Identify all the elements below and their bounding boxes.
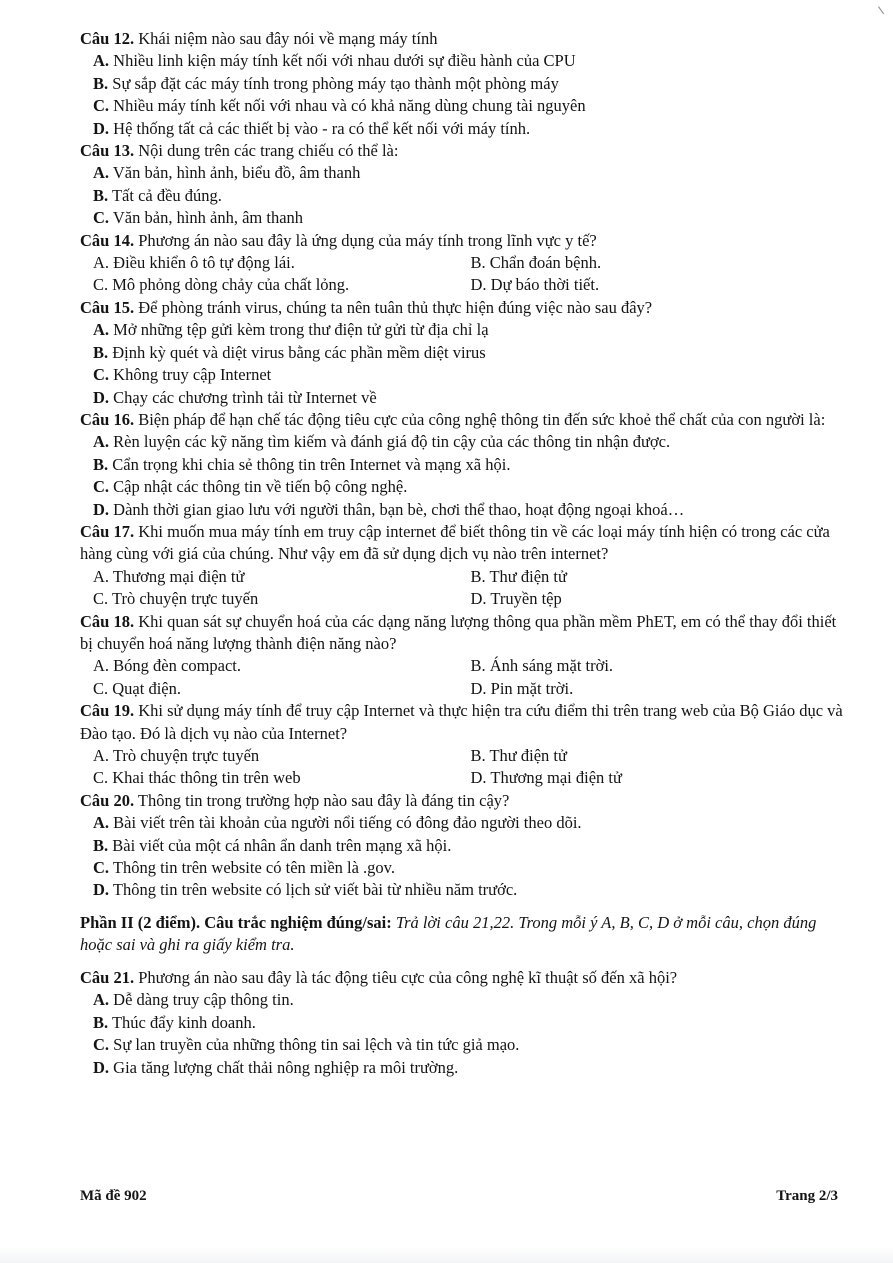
option-letter: D. — [470, 275, 487, 295]
option-text: Thương mại điện tử — [490, 768, 622, 788]
option-letter: B. — [470, 746, 486, 765]
question-number: Câu 21. — [80, 968, 135, 988]
answer-option — [471, 274, 851, 296]
option-text: Điều khiển ô tô tự động lái. — [113, 253, 295, 273]
option-row — [80, 566, 850, 588]
option-text: Dành thời gian giao lưu với người thân, bạn bè, chơi thể thao, hoạt động ngoại khoá… — [113, 499, 685, 519]
option-letter: A. — [93, 746, 110, 765]
answer-option — [93, 655, 471, 677]
question-block — [80, 790, 850, 902]
option-text: Quạt điện. — [112, 678, 181, 698]
answer-option — [80, 1034, 850, 1056]
question-number: Câu 13. — [80, 141, 135, 161]
option-text: Thông tin trên website có lịch sử viết bài từ nhiều năm trước. — [112, 880, 518, 900]
option-letter: D. — [93, 880, 110, 900]
answer-option — [80, 50, 850, 72]
option-text: Trò chuyện trực tuyến — [112, 746, 260, 765]
answer-option — [80, 118, 850, 140]
answer-option — [80, 835, 850, 857]
question-number: Câu 18. — [80, 611, 135, 631]
option-letter: C. — [93, 768, 109, 788]
option-text: Văn bản, hình ảnh, âm thanh — [112, 208, 304, 228]
part2-instructions: Trả lời câu 21,22. Trong mỗi ý A, B, C, D ở mỗi câu, chọn đúng hoặc sai và ghi ra giấy kiểm tra. — [80, 912, 817, 955]
answer-option — [471, 655, 851, 677]
question-number: Câu 14. — [80, 230, 135, 250]
part2-header — [80, 912, 850, 957]
option-letter: C. — [93, 96, 110, 116]
question-block — [80, 297, 850, 409]
option-text: Cẩn trọng khi chia sẻ thông tin trên Internet và mạng xã hội. — [112, 454, 511, 474]
option-letter: A. — [93, 51, 110, 71]
question-stem — [80, 28, 850, 50]
answer-option — [471, 566, 851, 588]
question-stem — [80, 967, 850, 989]
option-letter: C. — [93, 1035, 110, 1055]
option-letter: D. — [93, 499, 110, 519]
answer-option — [471, 745, 851, 767]
question-text: Biện pháp để hạn chế tác động tiêu cực của công nghệ thông tin đến sức khoẻ thể chất của con người là: — [138, 409, 826, 429]
answer-option — [471, 767, 851, 789]
answer-option — [93, 745, 471, 767]
option-row — [80, 588, 850, 610]
option-letter: A. — [93, 990, 110, 1010]
question-block — [80, 700, 850, 790]
option-letter: C. — [93, 678, 109, 698]
option-text: Chẩn đoán bệnh. — [489, 253, 602, 273]
answer-option — [80, 499, 850, 521]
question-stem — [80, 230, 850, 252]
option-letter: A. — [93, 163, 110, 183]
answer-option — [471, 678, 851, 700]
question-text: Khái niệm nào sau đây nói về mạng máy tính — [138, 29, 438, 48]
option-row — [80, 274, 850, 296]
option-letter: C. — [93, 365, 110, 385]
answer-option — [80, 476, 850, 498]
question-text: Khi quan sát sự chuyển hoá của các dạng năng lượng thông qua phần mềm PhET, em có thể thay đổi thiết bị chuyển hoá năng lượng thành điện năng nào? — [80, 611, 837, 653]
scan-edge-shade — [0, 1247, 893, 1263]
option-text: Trò chuyện trực tuyến — [111, 589, 259, 609]
option-letter: A. — [93, 656, 110, 676]
answer-option — [80, 989, 850, 1011]
answer-option — [80, 812, 850, 834]
option-text: Thúc đẩy kinh doanh. — [111, 1012, 256, 1032]
question-text: Phương án nào sau đây là ứng dụng của máy tính trong lĩnh vực y tế? — [138, 230, 597, 250]
option-text: Pin mặt trời. — [490, 678, 574, 698]
question-block — [80, 140, 850, 230]
question-stem — [80, 297, 850, 319]
answer-option — [80, 431, 850, 453]
option-row — [80, 745, 850, 767]
option-text: Gia tăng lượng chất thải nông nghiệp ra môi trường. — [113, 1057, 459, 1077]
question-block — [80, 28, 850, 140]
option-text: Thương mại điện tử — [112, 566, 245, 586]
option-letter: C. — [93, 858, 110, 878]
option-letter: B. — [93, 454, 109, 474]
option-text: Bóng đèn compact. — [113, 656, 242, 676]
answer-option — [80, 162, 850, 184]
option-text: Bài viết của một cá nhân ẩn danh trên mạng xã hội. — [112, 835, 452, 855]
answer-option — [80, 1057, 850, 1079]
option-letter: A. — [93, 813, 110, 833]
option-text: Văn bản, hình ảnh, biểu đồ, âm thanh — [112, 163, 361, 183]
question-stem — [80, 140, 850, 162]
question-number: Câu 17. — [80, 521, 135, 541]
option-text: Thư điện tử — [489, 566, 567, 586]
question-stem — [80, 409, 850, 431]
answer-option — [80, 73, 850, 95]
question-number: Câu 16. — [80, 409, 135, 429]
option-text: Truyền tệp — [490, 589, 562, 609]
question-21 — [80, 967, 850, 1079]
answer-option — [80, 857, 850, 879]
option-letter: B. — [470, 656, 486, 676]
option-text: Hệ thống tất cả các thiết bị vào - ra có thể kết nối với máy tính. — [113, 118, 531, 138]
question-number: Câu 20. — [80, 790, 135, 810]
option-text: Mở những tệp gửi kèm trong thư điện tử gửi từ địa chỉ lạ — [113, 320, 489, 340]
option-text: Không truy cập Internet — [113, 365, 272, 385]
question-block — [80, 611, 850, 701]
question-block — [80, 230, 850, 297]
answer-option — [80, 1012, 850, 1034]
option-text: Thư điện tử — [489, 746, 567, 765]
option-letter: B. — [470, 566, 486, 586]
option-letter: C. — [93, 208, 110, 228]
answer-option — [471, 588, 851, 610]
option-letter: D. — [93, 1057, 110, 1077]
option-letter: B. — [93, 835, 109, 855]
option-row — [80, 252, 850, 274]
option-text: Nhiều máy tính kết nối với nhau và có khả năng dùng chung tài nguyên — [113, 96, 586, 116]
option-text: Dự báo thời tiết. — [490, 275, 600, 295]
option-text: Cập nhật các thông tin về tiến bộ công nghệ. — [113, 477, 408, 497]
question-block — [80, 409, 850, 521]
question-text: Khi muốn mua máy tính em truy cập internet để biết thông tin về các loại máy tính hiện có trong các cửa hàng cùng với giá của chúng. Như vậy em đã sử dụng dịch vụ nào trên internet? — [80, 521, 830, 564]
exam-code: Mã đề 902 — [80, 1188, 147, 1204]
page-footer — [80, 1188, 838, 1205]
question-stem — [80, 790, 850, 812]
answer-option — [80, 95, 850, 117]
option-text: Tất cả đều đúng. — [111, 185, 222, 205]
answer-option — [93, 252, 471, 274]
option-letter: C. — [93, 275, 109, 295]
option-row — [80, 678, 850, 700]
question-number: Câu 15. — [80, 297, 135, 317]
option-text: Bài viết trên tài khoản của người nổi tiếng có đông đảo người theo dõi. — [113, 813, 582, 833]
question-number: Câu 19. — [80, 701, 135, 721]
question-block — [80, 521, 850, 611]
answer-option — [80, 387, 850, 409]
option-row — [80, 767, 850, 789]
answer-option — [80, 185, 850, 207]
question-text: Khi sử dụng máy tính để truy cập Internet và thực hiện tra cứu điểm thi trên trang web của Bộ Giáo dục và Đào tạo. Đó là dịch vụ nào của Internet? — [80, 701, 843, 743]
option-text: Chạy các chương trình tải từ Internet về — [113, 387, 377, 407]
answer-option — [93, 588, 471, 610]
question-text: Nội dung trên các trang chiếu có thể là: — [138, 141, 399, 161]
option-letter: B. — [93, 342, 109, 362]
question-number: Câu 12. — [80, 29, 135, 48]
answer-option — [80, 454, 850, 476]
answer-option — [93, 566, 471, 588]
option-letter: C. — [93, 477, 110, 497]
question-text: Thông tin trong trường hợp nào sau đây là đáng tin cậy? — [137, 790, 510, 810]
answer-option — [80, 319, 850, 341]
answer-option — [80, 342, 850, 364]
option-letter: B. — [93, 185, 109, 205]
question-stem — [80, 611, 850, 656]
question-stem — [80, 700, 850, 745]
option-letter: B. — [93, 73, 109, 93]
option-text: Mô phỏng dòng chảy của chất lỏng. — [112, 275, 350, 295]
option-text: Định kỳ quét và diệt virus bằng các phần mềm diệt virus — [112, 342, 486, 362]
option-row — [80, 655, 850, 677]
answer-option — [471, 252, 851, 274]
option-letter: D. — [470, 589, 487, 609]
option-letter: A. — [93, 566, 110, 586]
answer-option — [93, 274, 471, 296]
part1-questions — [80, 28, 850, 902]
option-text: Rèn luyện các kỹ năng tìm kiếm và đánh giá độ tin cậy của các thông tin nhận được. — [113, 432, 671, 452]
option-letter: B. — [470, 253, 486, 273]
exam-page-content — [80, 28, 850, 1079]
option-letter: C. — [93, 589, 109, 609]
option-letter: D. — [470, 768, 487, 788]
option-text: Ánh sáng mặt trời. — [489, 656, 614, 676]
option-letter: D. — [93, 118, 110, 138]
option-letter: D. — [93, 387, 110, 407]
question-text: Để phòng tránh virus, chúng ta nên tuân thủ thực hiện đúng việc nào sau đây? — [138, 297, 653, 317]
option-letter: A. — [93, 253, 110, 273]
page-number: Trang 2/3 — [776, 1188, 838, 1204]
option-text: Sự lan truyền của những thông tin sai lệch và tin tức giả mạo. — [113, 1035, 520, 1055]
option-letter: A. — [93, 320, 110, 340]
option-letter: D. — [470, 678, 487, 698]
question-stem — [80, 521, 850, 566]
option-text: Nhiều linh kiện máy tính kết nối với nhau dưới sự điều hành của CPU — [113, 51, 576, 71]
option-text: Thông tin trên website có tên miền là .gov. — [112, 858, 395, 878]
part2-title: Phần II (2 điểm). Câu trắc nghiệm đúng/sai: — [80, 912, 392, 932]
answer-option — [93, 678, 471, 700]
option-text: Sự sắp đặt các máy tính trong phòng máy tạo thành một phòng máy — [112, 73, 559, 93]
scan-mark — [878, 3, 889, 14]
answer-option — [80, 207, 850, 229]
question-text: Phương án nào sau đây là tác động tiêu cực của công nghệ kĩ thuật số đến xã hội? — [138, 968, 678, 988]
option-letter: B. — [93, 1012, 109, 1032]
answer-option — [80, 364, 850, 386]
answer-option — [80, 879, 850, 901]
option-text: Khai thác thông tin trên web — [112, 768, 301, 788]
answer-option — [93, 767, 471, 789]
option-text: Dễ dàng truy cập thông tin. — [113, 990, 294, 1010]
option-letter: A. — [93, 432, 110, 452]
